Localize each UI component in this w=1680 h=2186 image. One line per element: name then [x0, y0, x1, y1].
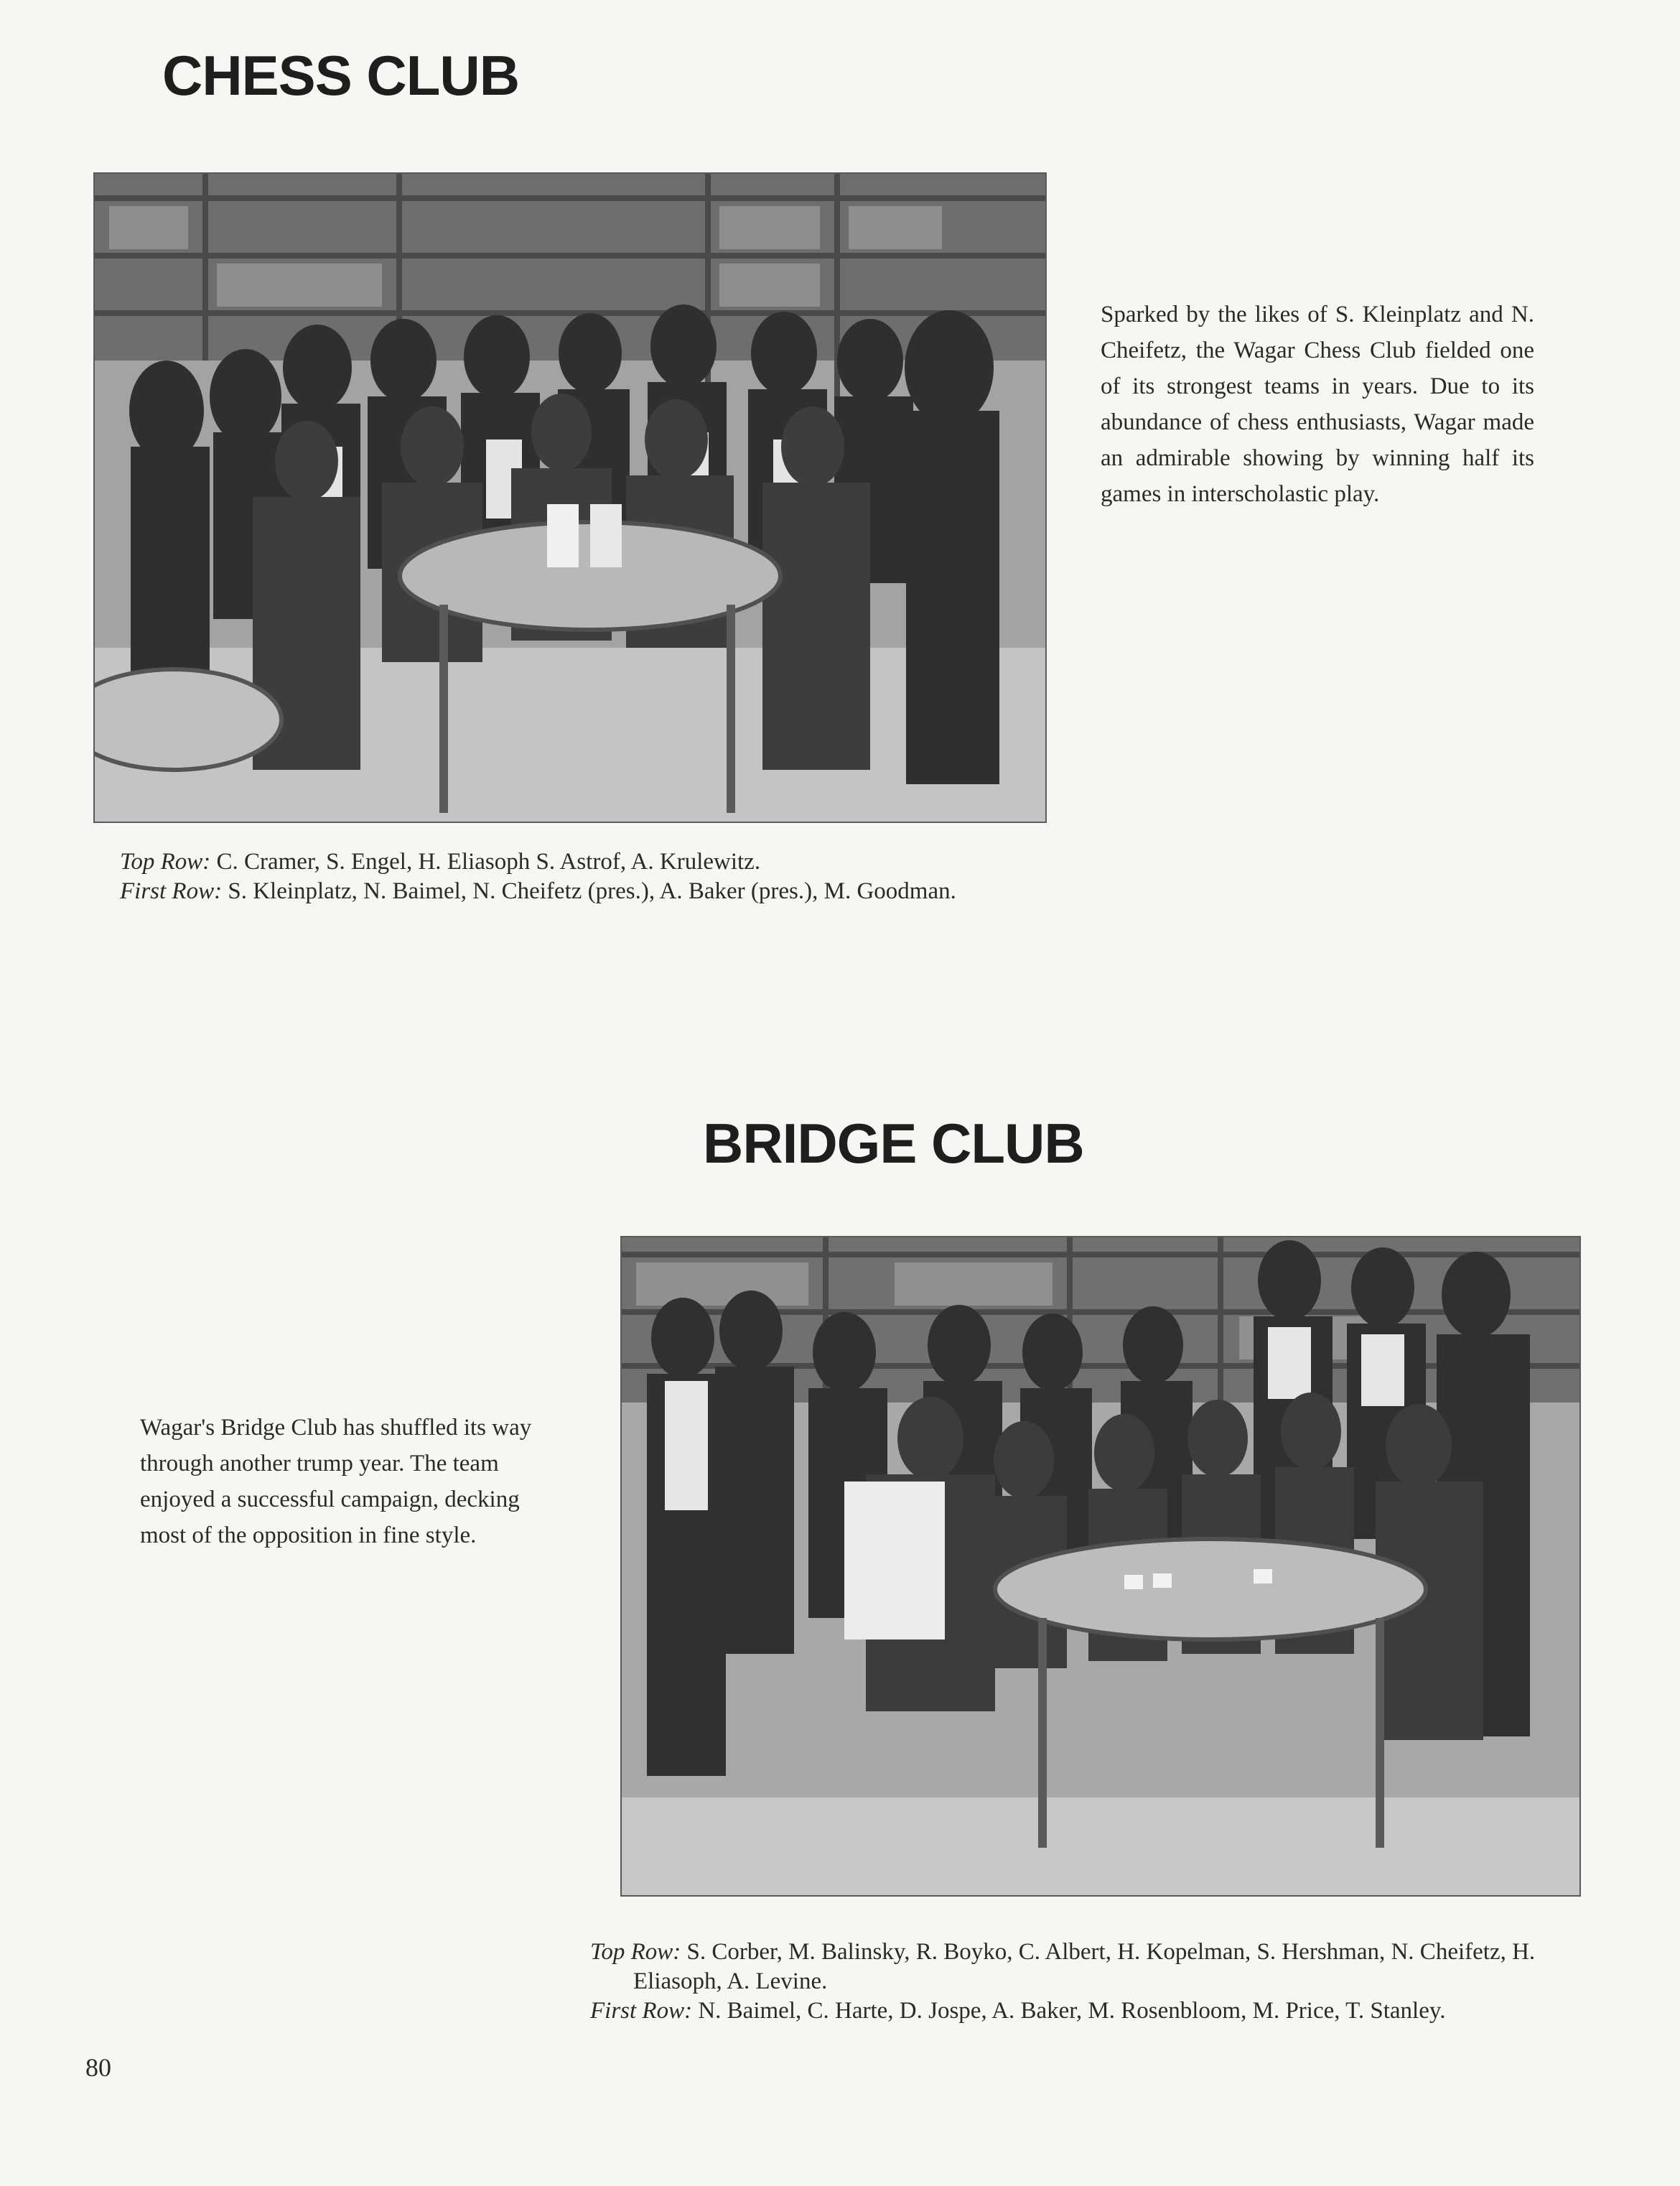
bridge-club-photo-image: [622, 1237, 1579, 1895]
chess-caption-first-row: [120, 877, 1075, 906]
bridge-caption-top-row-label: Top Row:: [590, 1939, 681, 1965]
chess-club-description: Sparked by the likes of S. Kleinplatz and N. Cheifetz, the Wagar Chess Club fielded one of its strongest teams in years. Due to its abundance of chess enthusiasts, Wagar made an admirable showing by winning half its games in interscholastic play.: [1101, 302, 1534, 507]
chess-club-title: CHESS CLUB: [162, 44, 520, 107]
page-number: 80: [85, 2053, 111, 2082]
bridge-caption-top-row-names: S. Corber, M. Balinsky, R. Boyko, C. Albert, H. Kopelman, S. Hershman, N. Cheifetz, H. Eliasoph, A. Levine.: [633, 1939, 1536, 1994]
chess-club-caption: [120, 847, 1075, 906]
chess-caption-top-row-label: Top Row:: [120, 849, 211, 875]
bridge-caption-top-row: [590, 1938, 1581, 1996]
chess-caption-first-row-names: S. Kleinplatz, N. Baimel, N. Cheifetz (pres.), A. Baker (pres.), M. Goodman.: [228, 878, 956, 904]
bridge-club-photo: [620, 1236, 1581, 1897]
bridge-club-description: Wagar's Bridge Club has shuffled its way through another trump year. The team enjoyed a successful campaign, decking most of the opposition in fine style.: [140, 1415, 532, 1548]
bridge-caption-first-row-names: N. Baimel, C. Harte, D. Jospe, A. Baker, M. Rosenbloom, M. Price, T. Stanley.: [698, 1998, 1446, 2024]
bridge-caption-first-row-label: First Row:: [590, 1998, 693, 2024]
bridge-club-caption: [590, 1938, 1581, 2026]
bridge-caption-first-row: [590, 1996, 1581, 2026]
chess-caption-top-row: [120, 847, 1075, 877]
chess-club-photo: [93, 172, 1047, 823]
chess-caption-first-row-label: First Row:: [120, 878, 223, 904]
chess-caption-top-row-names: C. Cramer, S. Engel, H. Eliasoph S. Astrof, A. Krulewitz.: [216, 849, 761, 875]
bridge-club-title: BRIDGE CLUB: [703, 1112, 1084, 1175]
chess-club-photo-image: [95, 174, 1045, 822]
